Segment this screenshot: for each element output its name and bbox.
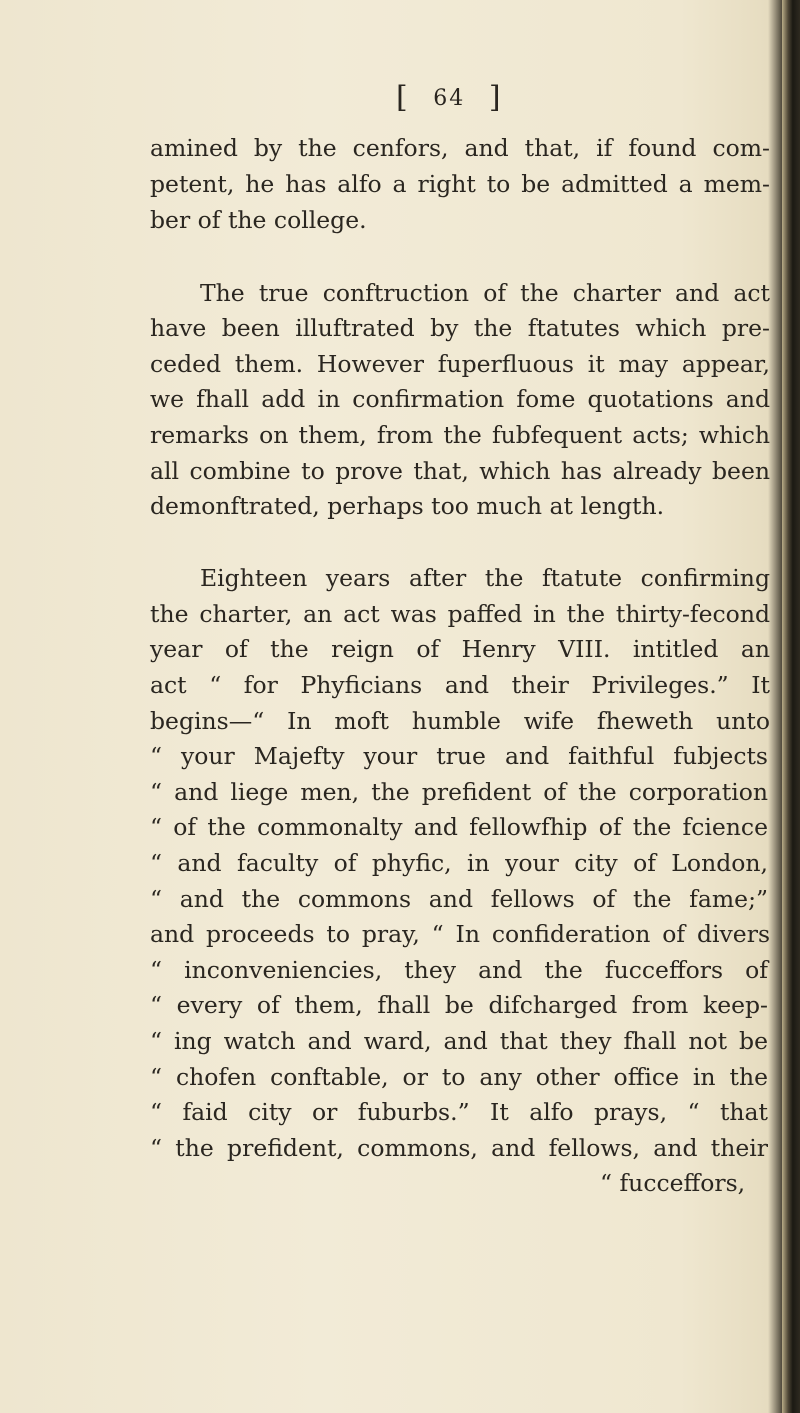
- text-line: year of the reign of Henry VIII. intitled an: [150, 635, 770, 663]
- page-number: 64: [433, 86, 466, 111]
- book-binding-edge: [782, 0, 800, 1413]
- text-line: the charter, an act was paffed in the thirty-fecond: [150, 600, 770, 628]
- text-line: petent, he has alfo a right to be admitted a mem-: [150, 170, 770, 198]
- text-line: “ the prefident, commons, and fellows, and their: [150, 1134, 768, 1162]
- text-line: act “ for Phyficians and their Privileges.” It: [150, 671, 770, 699]
- text-line: The true conftruction of the charter and act: [200, 279, 770, 307]
- text-line: “ every of them, fhall be difcharged from keep-: [150, 991, 768, 1019]
- header-open-bracket: [: [396, 80, 410, 115]
- text-line: “ of the commonalty and fellowfhip of the fcience: [150, 813, 768, 841]
- text-line: and proceeds to pray, “ In confideration of divers: [150, 920, 770, 948]
- text-line: we fhall add in confirmation fome quotations and: [150, 385, 770, 413]
- text-line: demonftrated, perhaps too much at length.: [150, 492, 665, 520]
- text-line: “ ing watch and ward, and that they fhall not be: [150, 1027, 768, 1055]
- page-header: [396, 80, 503, 115]
- text-line: amined by the cenfors, and that, if found com-: [150, 134, 770, 162]
- text-line: remarks on them, from the fubfequent acts; which: [150, 421, 770, 449]
- text-line: Eighteen years after the ftatute confirming: [200, 564, 770, 592]
- header-close-bracket: ]: [488, 80, 503, 115]
- text-line: “ inconveniencies, they and the fucceffors of: [150, 956, 768, 984]
- text-line: begins—“ In moft humble wife fheweth unto: [150, 707, 770, 735]
- text-line: have been illuftrated by the ftatutes which pre-: [150, 314, 770, 342]
- text-line: “ faid city or fuburbs.” It alfo prays, “ that: [150, 1098, 768, 1126]
- catchword: “ fucceffors,: [600, 1169, 746, 1197]
- text-line: ceded them. However fuperfluous it may appear,: [150, 350, 770, 378]
- text-line: ber of the college.: [150, 206, 367, 234]
- text-line: “ chofen conftable, or to any other office in the: [150, 1063, 768, 1091]
- text-line: “ your Majefty your true and faithful fubjects: [150, 742, 768, 770]
- text-line: all combine to prove that, which has already been: [150, 457, 770, 485]
- text-line: “ and faculty of phyfic, in your city of London,: [150, 849, 768, 877]
- text-line: “ and liege men, the prefident of the corporation: [150, 778, 768, 806]
- text-line: “ and the commons and fellows of the fame;”: [150, 885, 768, 913]
